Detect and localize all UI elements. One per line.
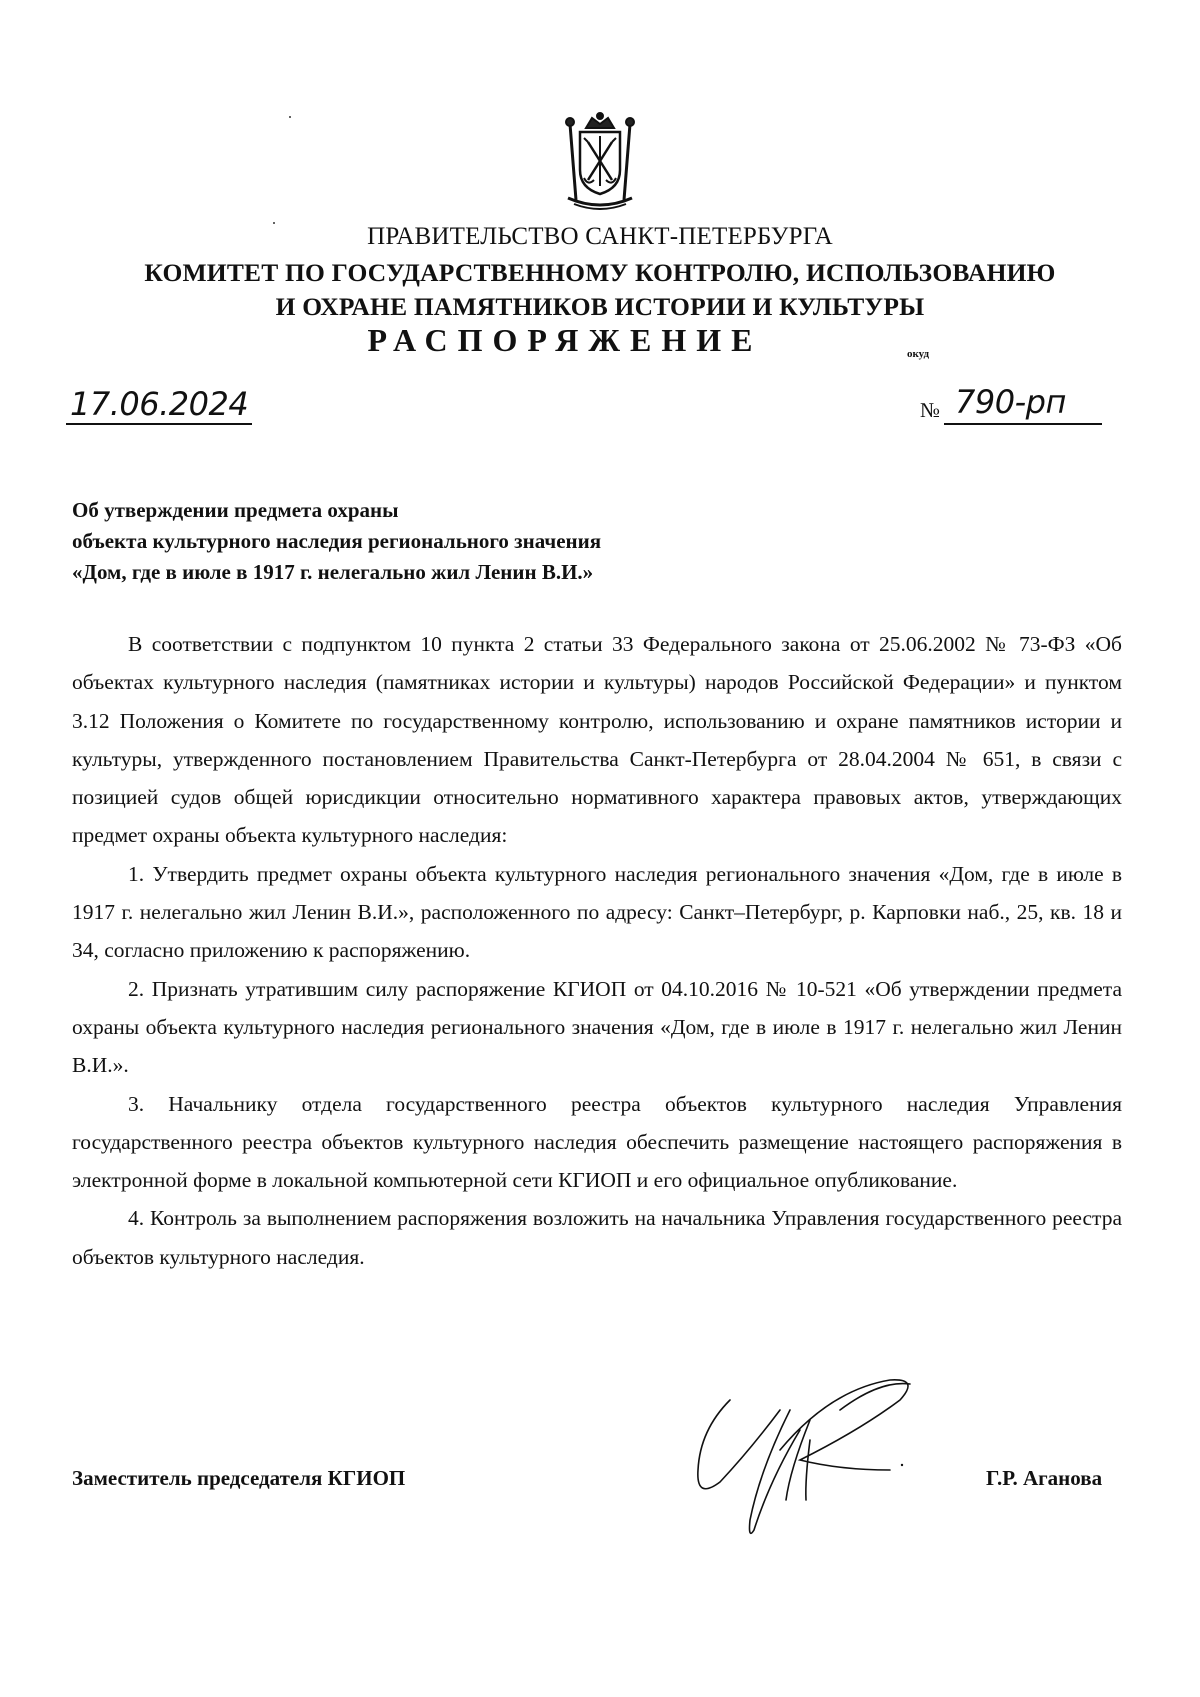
committee-name-line2: И ОХРАНЕ ПАМЯТНИКОВ ИСТОРИИ И КУЛЬТУРЫ	[275, 292, 925, 321]
committee-name-line1: КОМИТЕТ ПО ГОСУДАРСТВЕННОМУ КОНТРОЛЮ, ИСПОЛЬЗОВАНИЮ	[144, 258, 1056, 287]
coat-of-arms-icon	[548, 108, 652, 212]
preamble-paragraph: В соответствии с подпунктом 10 пункта 2 статьи 33 Федерального закона от 25.06.2002 № 73-ФЗ «Об объектах культурного наследия (памятниках истории и культуры) народов Российской Федерации» и пунктом 3.12 Положения о Комитете по государственному контролю, использованию и охране памятников истории и культуры, утвержденного постановлением Правительства Санкт-Петербурга от 28.04.2004 № 651, в связи с позицией судов общей юрисдикции относительно нормативного характера правовых актов, утверждающих предмет охраны объекта культурного наследия:	[72, 632, 1122, 848]
document-type: РАСПОРЯЖЕНИЕ	[367, 322, 763, 358]
number-sign: №	[920, 398, 941, 422]
list-item: 3. Начальнику отдела государственного реестра объектов культурного наследия Управления государственного реестра объектов культурного наследия обеспечить размещение настоящего распоряжения в электронной форме в локальной компьютерной сети КГИОП и его официальное опубликование.	[72, 1091, 1122, 1193]
date-underline	[66, 423, 252, 425]
signatory-title: Заместитель председателя КГИОП	[72, 1466, 406, 1490]
document-number: 790-рп	[955, 383, 1066, 421]
list-item: 4. Контроль за выполнением распоряжения возложить на начальника Управления государственного реестра объектов культурного наследия.	[72, 1206, 1122, 1269]
signature-icon	[690, 1370, 930, 1550]
scan-speck	[289, 116, 291, 118]
subject-line: объекта культурного наследия регионального значения	[72, 529, 602, 553]
subject-line: «Дом, где в июле в 1917 г. нелегально жил Ленин В.И.»	[72, 560, 594, 584]
number-underline	[944, 423, 1102, 425]
okud-label: окуд	[907, 348, 930, 360]
list-item: 2. Признать утратившим силу распоряжение КГИОП от 04.10.2016 № 10-521 «Об утверждении предмета охраны объекта культурного наследия регионального значения «Дом, где в июле в 1917 г. нелегально жил Ленин В.И.».	[72, 976, 1122, 1078]
signatory-name: Г.Р. Аганова	[986, 1466, 1103, 1490]
document-date: 17.06.2024	[70, 385, 249, 423]
government-name: ПРАВИТЕЛЬСТВО САНКТ-ПЕТЕРБУРГА	[367, 223, 833, 250]
document-body	[72, 625, 1122, 1276]
list-item: 1. Утвердить предмет охраны объекта культурного наследия регионального значения «Дом, где в июле в 1917 г. нелегально жил Ленин В.И.», расположенного по адресу: Санкт–Петербург, р. Карповки наб., 25, кв. 18 и 34, согласно приложению к распоряжению.	[72, 861, 1122, 963]
subject-line: Об утверждении предмета охраны	[72, 498, 399, 522]
